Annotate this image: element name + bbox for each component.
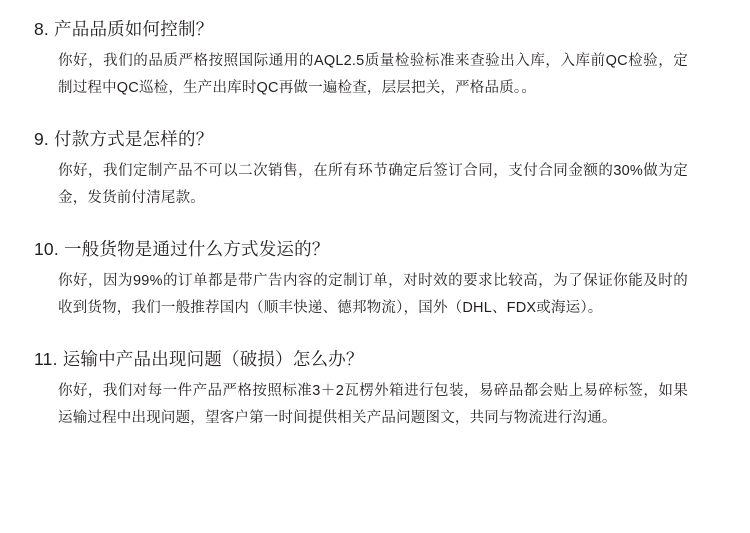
faq-answer: 你好，我们定制产品不可以二次销售，在所有环节确定后签订合同，支付合同金额的30%做为定金，发货前付清尾款。 [58, 163, 688, 206]
faq-answer: 你好，因为99%的订单都是带广告内容的定制订单，对时效的要求比较高，为了保证你能及时的收到货物，我们一般推荐国内（顺丰快递、德邦物流），国外（DHL、FDX或海运）。 [58, 273, 688, 316]
faq-question: 8. 产品品质如何控制？ [34, 19, 214, 39]
faq-item [26, 234, 724, 322]
faq-answer: 你好，我们的品质严格按照国际通用的AQL2.5质量检验标准来查验出入库，入库前QC检验，定制过程中QC巡检，生产出库时QC再做一遍检查，层层把关，严格品质。。 [58, 53, 688, 96]
faq-item [26, 344, 724, 432]
faq-question: 10. 一般货物是通过什么方式发运的？ [34, 239, 330, 259]
faq-item [26, 124, 724, 212]
faq-item [26, 14, 724, 102]
faq-answer: 你好，我们对每一件产品严格按照标准3＋2瓦楞外箱进行包装，易碎品都会贴上易碎标签，如果运输过程中出现问题，望客户第一时间提供相关产品问题图文，共同与物流进行沟通。 [58, 383, 688, 426]
faq-question: 11. 运输中产品出现问题（破损）怎么办？ [34, 349, 364, 369]
faq-question: 9. 付款方式是怎样的？ [34, 129, 214, 149]
